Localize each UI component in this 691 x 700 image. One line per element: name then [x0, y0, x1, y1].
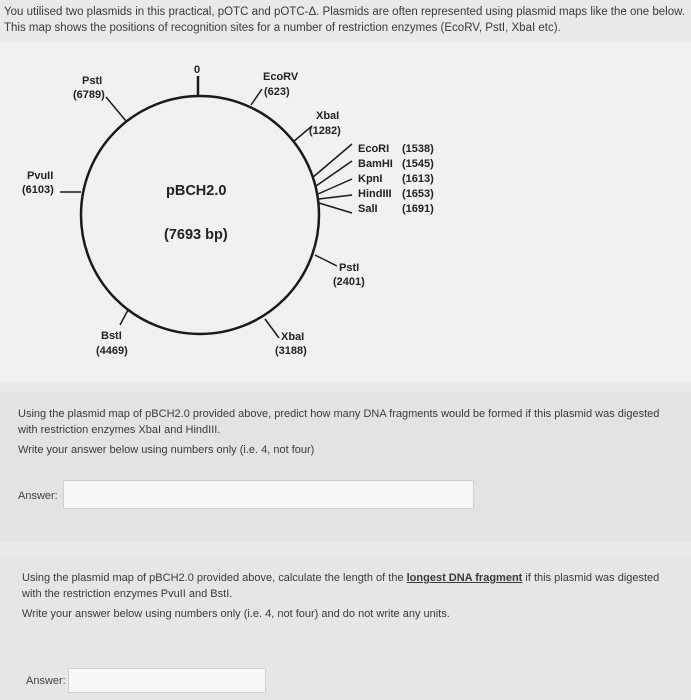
plasmid-size: (7693 bp)	[164, 227, 228, 243]
pvuii-position: (6103)	[22, 184, 54, 196]
psti-top-enzyme: PstI	[82, 75, 103, 87]
ecorv-enzyme: EcoRV	[263, 71, 299, 83]
plasmid-name: pBCH2.0	[166, 183, 227, 199]
xbai-top-enzyme: XbaI	[316, 110, 340, 122]
question-2-line-3: Write your answer below using numbers only (i.e. 4, not four) and do not write any units.	[22, 608, 450, 620]
sali-position: (1691)	[402, 203, 434, 215]
xbai-top-position: (1282)	[309, 125, 341, 137]
kpni-position: (1613)	[402, 173, 434, 185]
hindiii-position: (1653)	[402, 188, 434, 200]
sali-tick	[319, 203, 352, 213]
question-2-answer-label: Answer:	[26, 675, 66, 687]
ecori-tick	[312, 144, 352, 178]
question-1-line-1: Using the plasmid map of pBCH2.0 provided above, predict how many DNA fragments would be formed if this plasmid was digested	[18, 408, 660, 420]
question-2-line-2: with the restriction enzymes PvuII and BstI.	[22, 588, 233, 600]
plasmid-circle	[81, 96, 319, 334]
question-2	[0, 556, 691, 700]
ecori-enzyme: EcoRI	[358, 143, 390, 155]
psti-top-position: (6789)	[73, 89, 105, 101]
psti-right-tick	[315, 255, 337, 266]
psti-top-tick	[106, 97, 126, 121]
intro-line-2: This map shows the positions of recognition sites for a number of restriction enzymes (EcoRV, PstI, XbaI etc).	[4, 22, 561, 34]
question-1-line-2: with restriction enzymes XbaI and HindIII.	[18, 424, 221, 436]
question-1-answer-input[interactable]	[63, 480, 474, 509]
question-2-answer-input[interactable]	[68, 668, 266, 693]
xbai-bottom-enzyme: XbaI	[281, 331, 305, 343]
question-2-line-1-pre: Using the plasmid map of pBCH2.0 provided above, calculate the length of the	[22, 572, 407, 584]
question-2-line-1-post: if this plasmid was digested	[522, 572, 660, 584]
question-1-text	[18, 406, 683, 458]
bsti-tick	[120, 310, 128, 325]
hindiii-enzyme: HindIII	[358, 188, 392, 200]
bamhi-tick	[316, 161, 352, 186]
question-2-emphasis: longest DNA fragment	[406, 572, 523, 584]
question-1-line-3: Write your answer below using numbers only (i.e. 4, not four)	[18, 444, 315, 456]
intro-line-1: You utilised two plasmids in this practical, pOTC and pOTC-Δ. Plasmids are often represented using plasmid maps like the one below.	[4, 6, 685, 18]
question-1	[0, 392, 691, 542]
plasmid-map	[0, 42, 691, 382]
xbai-bottom-position: (3188)	[275, 345, 307, 357]
bsti-enzyme: BstI	[101, 330, 122, 342]
ecorv-position: (623)	[264, 86, 290, 98]
bsti-position: (4469)	[96, 345, 128, 357]
ecorv-tick	[251, 89, 262, 105]
hindiii-tick	[319, 195, 352, 199]
xbai-bottom-tick	[265, 319, 279, 338]
question-1-answer-label: Answer:	[18, 490, 58, 502]
psti-right-enzyme: PstI	[339, 262, 360, 274]
question-2-text	[22, 570, 687, 622]
ecori-position: (1538)	[402, 143, 434, 155]
plasmid-map-panel	[0, 42, 691, 382]
psti-right-position: (2401)	[333, 276, 365, 288]
sali-enzyme: SalI	[358, 203, 378, 215]
bamhi-enzyme: BamHI	[358, 158, 393, 170]
intro-text	[4, 4, 688, 36]
origin-label: 0	[194, 64, 201, 76]
question-2-line-1	[22, 570, 687, 586]
bamhi-position: (1545)	[402, 158, 434, 170]
kpni-enzyme: KpnI	[358, 173, 383, 185]
pvuii-enzyme: PvuII	[27, 170, 54, 182]
